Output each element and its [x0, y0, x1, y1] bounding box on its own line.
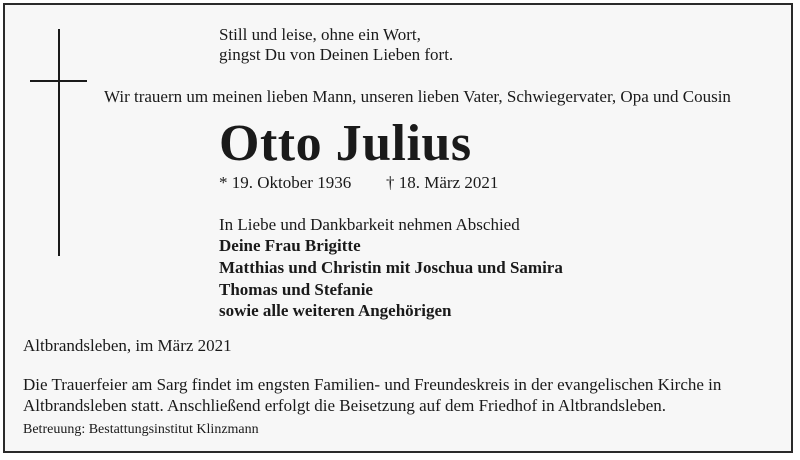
deceased-name: Otto Julius: [219, 115, 472, 172]
death-date: † 18. März 2021: [386, 173, 499, 192]
verse-line-2: gingst Du von Deinen Lieben fort.: [219, 45, 454, 64]
obituary-notice: [3, 3, 793, 453]
funeral-home-credit: Betreuung: Bestattungsinstitut Klinzmann: [23, 422, 259, 437]
mourner-line: sowie alle weiteren Angehörigen: [219, 301, 452, 320]
mourner-line: Thomas und Stefanie: [219, 280, 373, 299]
cross-icon-bar: [30, 80, 87, 82]
cross-icon: [58, 29, 60, 256]
mourner-line: Deine Frau Brigitte: [219, 236, 361, 255]
mourning-intro: Wir trauern um meinen lieben Mann, unseren lieben Vater, Schwiegervater, Opa und Cousin: [104, 87, 731, 106]
birth-date: * 19. Oktober 1936: [219, 173, 352, 192]
place-date: Altbrandsleben, im März 2021: [23, 336, 232, 355]
farewell-intro: In Liebe und Dankbarkeit nehmen Abschied: [219, 215, 520, 234]
funeral-info-line-2: Altbrandsleben statt. Anschließend erfolgt die Beisetzung auf dem Friedhof in Altbrandsleben.: [23, 396, 667, 415]
funeral-info-line-1: Die Trauerfeier am Sarg findet im engsten Familien- und Freundeskreis in der evangelischen Kirche in: [23, 375, 722, 394]
verse-line-1: Still und leise, ohne ein Wort,: [219, 25, 421, 44]
mourner-line: Matthias und Christin mit Joschua und Samira: [219, 258, 563, 277]
